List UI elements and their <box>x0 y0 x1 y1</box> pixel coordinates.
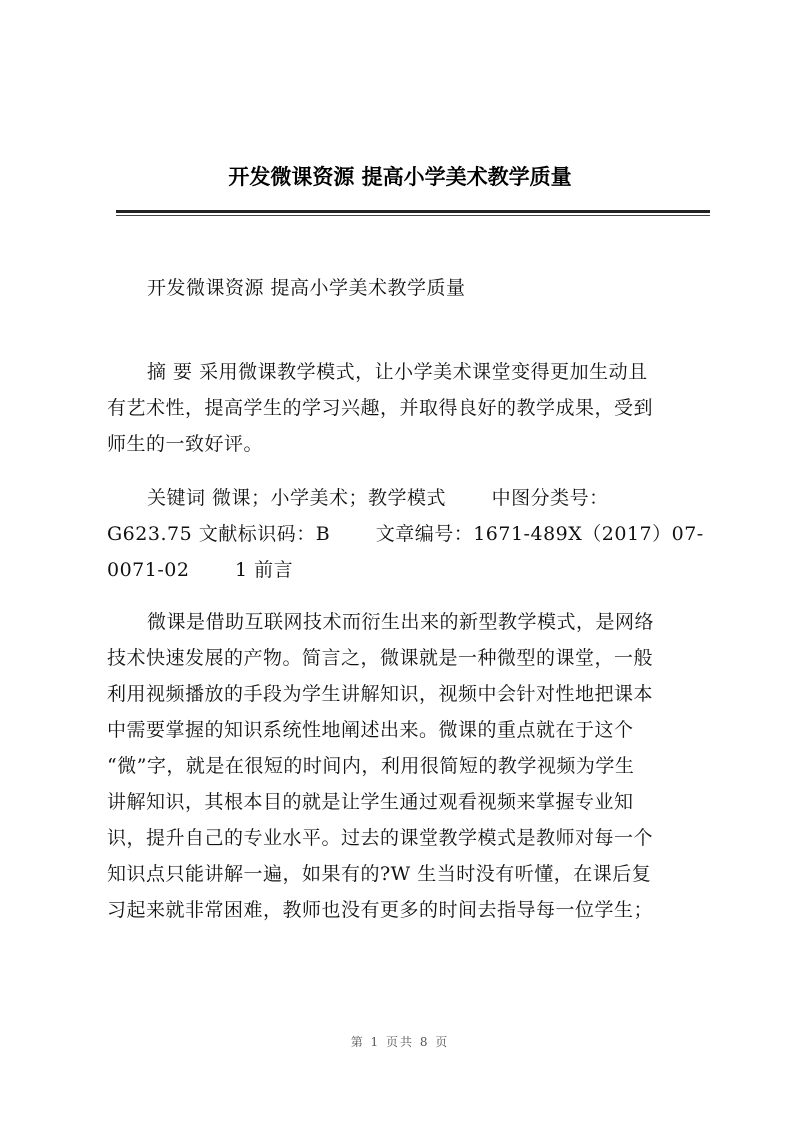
article-subtitle: 开发微课资源 提高小学美术教学质量 <box>147 277 466 299</box>
intro-line: 识，提升自己的专业水平。过去的课堂教学模式是教师对每一个 <box>107 827 654 849</box>
intro-paragraph <box>107 604 707 928</box>
keywords-paragraph <box>107 480 707 588</box>
intro-line: 习起来就非常困难，教师也没有更多的时间去指导每一位学生； <box>107 899 654 921</box>
intro-line: 技术快速发展的产物。简言之，微课就是一种微型的课堂，一般 <box>107 647 654 669</box>
page-header-title: 开发微课资源 提高小学美术教学质量 <box>228 165 572 189</box>
intro-line: 讲解知识，其根本目的就是让学生通过观看视频来掌握专业知 <box>107 791 634 813</box>
article-subtitle-block <box>107 270 707 306</box>
intro-line: 中需要掌握的知识系统性地阐述出来。微课的重点就在于这个 <box>107 719 634 741</box>
intro-line: 利用视频播放的手段为学生讲解知识，视频中会针对性地把课本 <box>107 683 654 705</box>
section-heading-line: 0071-02 1 前言 <box>107 559 294 581</box>
intro-line: 知识点只能讲解一遍，如果有的?W 生当时没有听懂，在课后复 <box>107 863 652 885</box>
abstract-line: 师生的一致好评。 <box>107 433 264 455</box>
abstract-line: 有艺术性，提高学生的学习兴趣，并取得良好的教学成果，受到 <box>107 397 654 419</box>
intro-line: “微”字，就是在很短的时间内，利用很简短的教学视频为学生 <box>107 755 635 777</box>
abstract-line: 摘 要 采用微课教学模式，让小学美术课堂变得更加生动且 <box>147 361 648 383</box>
header-rule-thin <box>116 215 710 216</box>
keywords-line: 关键词 微课；小学美术；教学模式 中图分类号： <box>147 487 609 509</box>
header-rule-thick <box>116 210 710 213</box>
page-number-footer: 第 1 页共 8 页 <box>350 1035 450 1049</box>
abstract-paragraph <box>107 354 707 462</box>
intro-line: 微课是借助互联网技术而衍生出来的新型教学模式，是网络 <box>147 611 655 633</box>
classification-line: G623.75 文献标识码：B 文章编号：1671-489X（2017）07- <box>107 523 704 545</box>
